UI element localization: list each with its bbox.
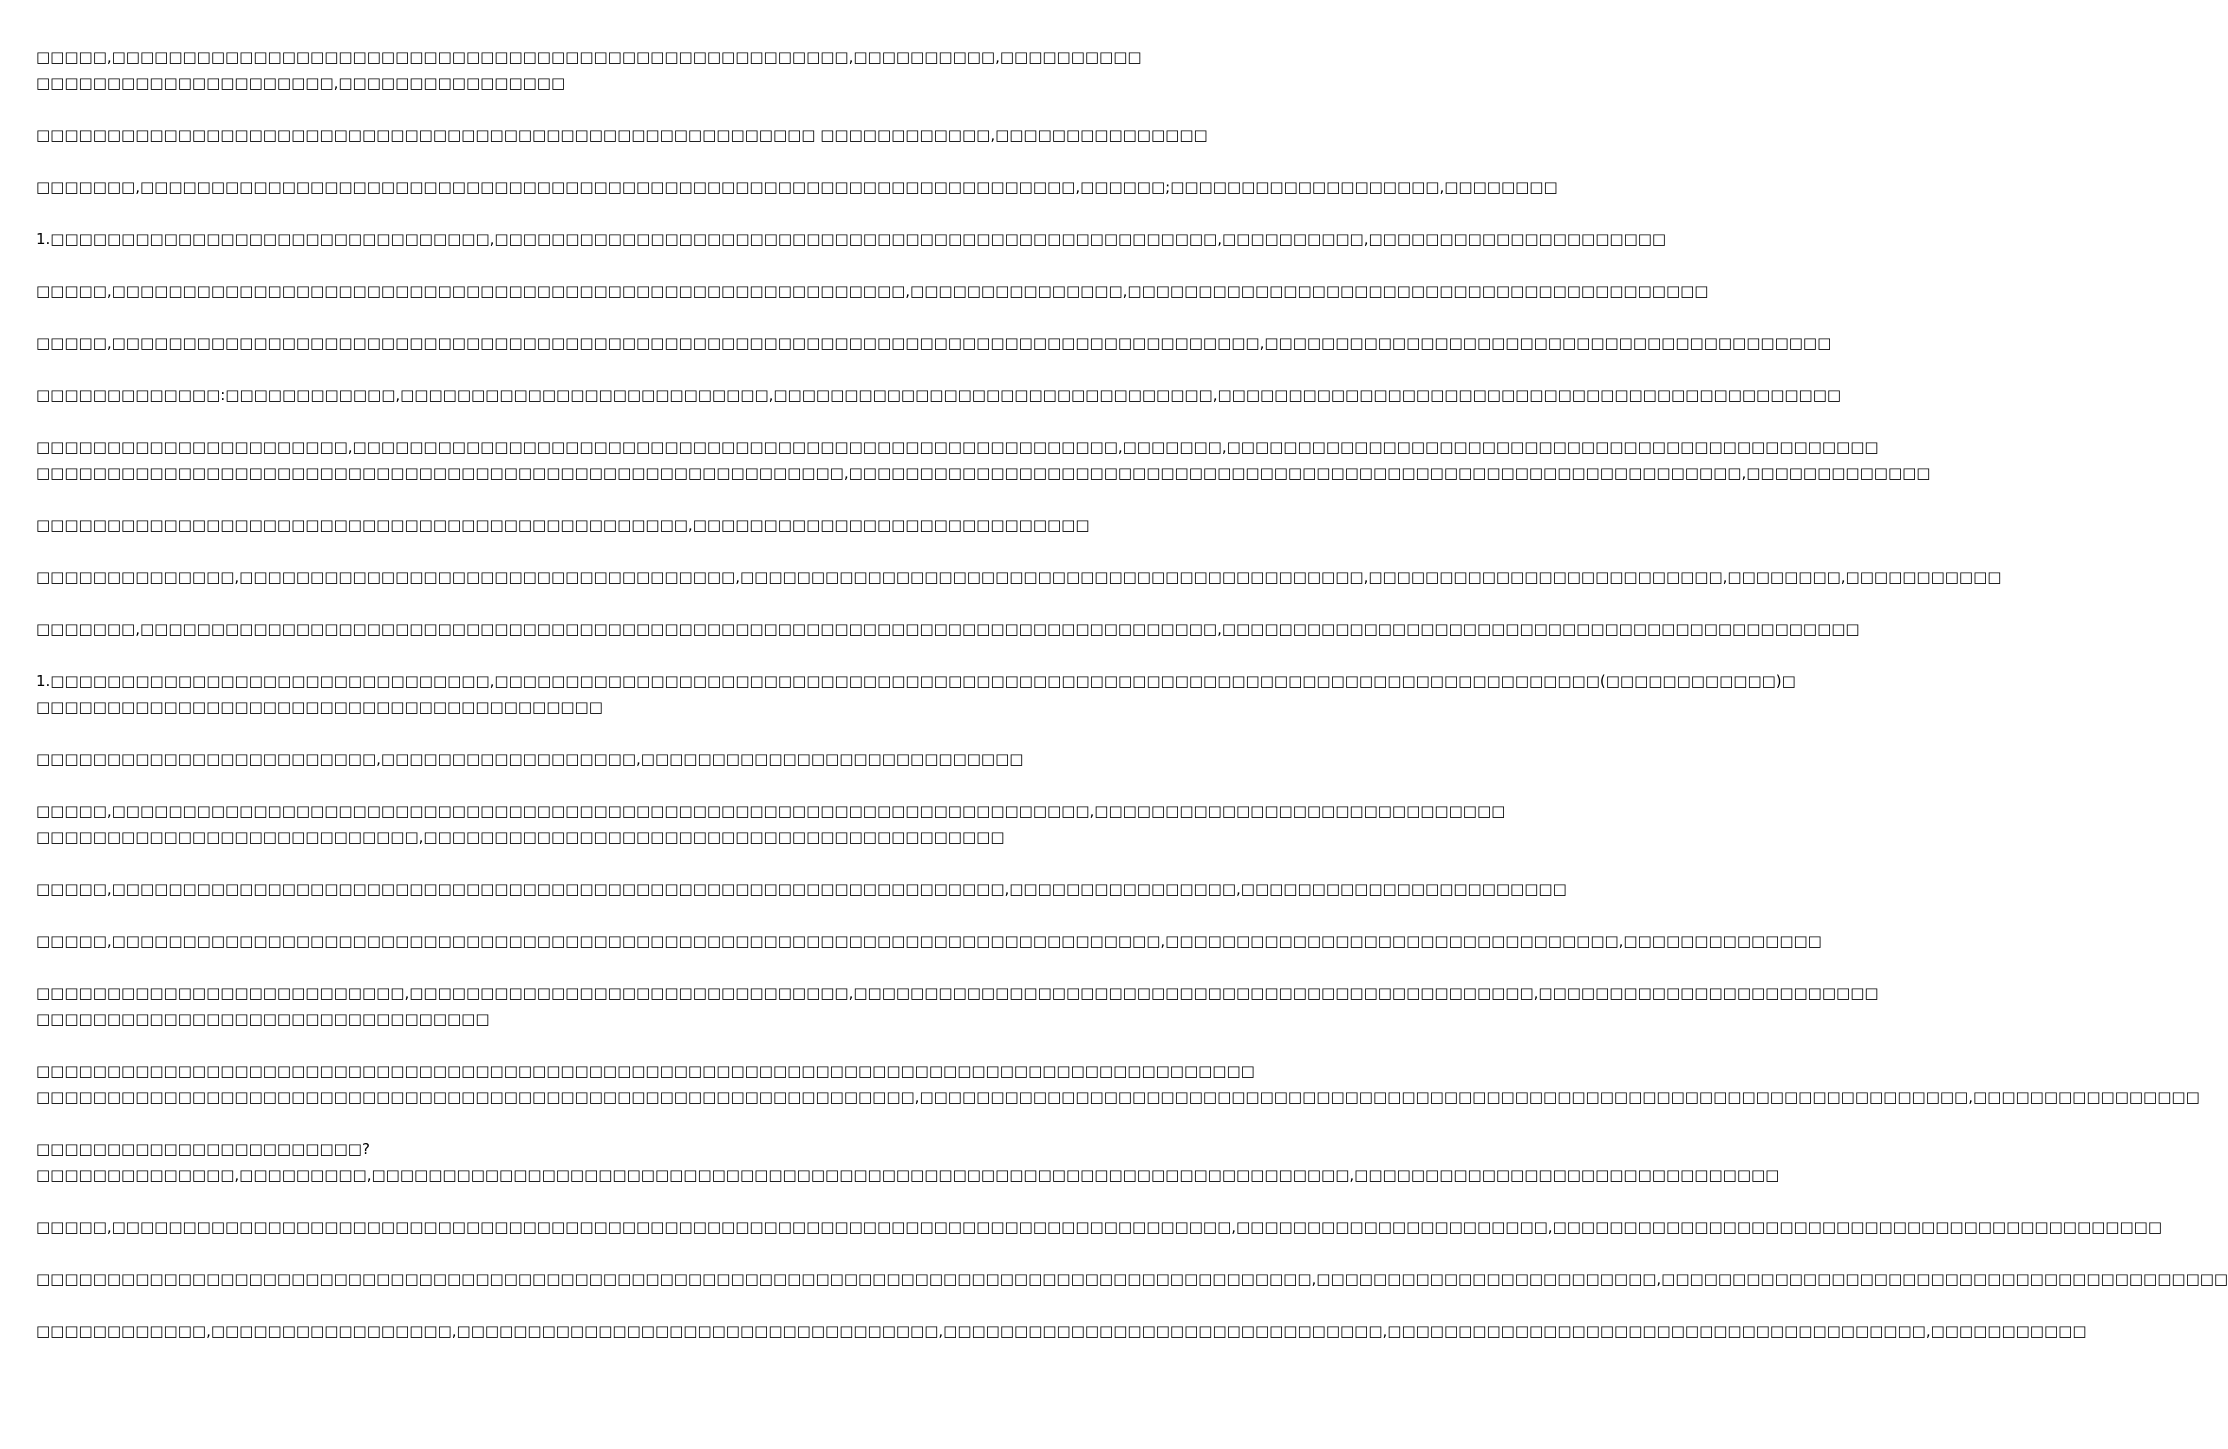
text-line: □□□□□,□□□□□□□□□□□□□□□□□□□□□□□□□□□□□□□□□□□□□□□□□□□□□□□□□□□□□□□□□□□□□□□,□□□□□□□□□□□□□□□□,□□□□□□□□□□□□□□□□□□□□□□□ [36, 880, 1567, 898]
paragraph [36, 980, 1879, 1032]
paragraph [36, 330, 1832, 356]
paragraph [36, 226, 1667, 252]
text-line: 1.□□□□□□□□□□□□□□□□□□□□□□□□□□□□□□□,□□□□□□□□□□□□□□□□□□□□□□□□□□□□□□□□□□□□□□□□□□□□□□□□□□□,□□□□□□□□□□,□□□□□□□□□□□□□□□□□□□□□ [36, 230, 1667, 248]
text-line: □□□□□□□□□□□□□□□□□□□□□□□□□□□□□□□□□□□□□□□□□□□□□□□□□□□□□□□□□□□□□□□□□□□□□□□□□□□□□□□□□□□□□□ [36, 1062, 1255, 1080]
text-line: □□□□□□□□□□□□□:□□□□□□□□□□□□,□□□□□□□□□□□□□□□□□□□□□□□□□□,□□□□□□□□□□□□□□□□□□□□□□□□□□□□□□□,□□□□□□□□□□□□□□□□□□□□□□□□□□□□□□□□□□□□□□□□□□□□ [36, 386, 1842, 404]
paragraph [36, 434, 1931, 486]
text-line: □□□□□□□□□□□□□□□□□□□□□□□□□□□□□□□□□□□□□□□□□□□□□□□□□□□□□□□□□□□□□□□□□□□□□□□□□□□□□□□□□□□□□□□□□□,□□□□□□□□□□□□□□□□□□□□□□□□,□□□□□□□□□□□□□□□□□□□□□□□□□□□□□□□□□□□□□□□□ [36, 1270, 2228, 1288]
document-body [36, 44, 2228, 1370]
text-line: □□□□□□□□□□□□□□□□□□□□□□□□□□□□□□□□ [36, 1010, 490, 1028]
paragraph [36, 1266, 2228, 1292]
paragraph [36, 122, 1208, 148]
paragraph [36, 1136, 1780, 1188]
paragraph [36, 564, 2002, 590]
paragraph [36, 1214, 2162, 1240]
paragraph [36, 798, 1506, 850]
text-line: □□□□□□□,□□□□□□□□□□□□□□□□□□□□□□□□□□□□□□□□□□□□□□□□□□□□□□□□□□□□□□□□□□□□□□□□□□,□□□□□□;□□□□□□□□□□□□□□□□□□□,□□□□□□□□ [36, 178, 1558, 196]
paragraph [36, 278, 1709, 304]
paragraph [36, 512, 1090, 538]
text-line: □□□□□□□□□□□□□□□□□□□□□□□□□□,□□□□□□□□□□□□□□□□□□□□□□□□□□□□□□□,□□□□□□□□□□□□□□□□□□□□□□□□□□□□□□□□□□□□□□□□□□□□□□□□,□□□□□□□□□□□□□□□□□□□□□□□□ [36, 984, 1879, 1002]
text-line: □□□□□,□□□□□□□□□□□□□□□□□□□□□□□□□□□□□□□□□□□□□□□□□□□□□□□□□□□□,□□□□□□□□□□,□□□□□□□□□□ [36, 48, 1142, 66]
text-line: □□□□□□□□□□□□□□□□□□□□□□□□□□□□□□□□□□□□□□□□□□□□□□□□□□□□□□□ □□□□□□□□□□□□,□□□□□□□□□□□□□□□ [36, 126, 1208, 144]
paragraph [36, 616, 1860, 642]
text-line: □□□□□□□□□□□□□□□□□□□□□□□□□□□□□□□□□□□□□□□□□□□□□□□□□□□□□□□□□,□□□□□□□□□□□□□□□□□□□□□□□□□□□□□□□□□□□□□□□□□□□□□□□□□□□□□□□□□□□□□□□,□□□□□□□□□□□□□ [36, 464, 1931, 482]
paragraph [36, 1058, 2200, 1110]
paragraph [36, 746, 1024, 772]
paragraph [36, 928, 1822, 954]
text-line: □□□□□,□□□□□□□□□□□□□□□□□□□□□□□□□□□□□□□□□□□□□□□□□□□□□□□□□□□□□□□□□□□□□□□□□□□□□□□□□□,□□□□□□□□□□□□□□□□□□□□□□□□□□□□□□□□,□□□□□□□□□□□□□□ [36, 932, 1822, 950]
text-line: □□□□□,□□□□□□□□□□□□□□□□□□□□□□□□□□□□□□□□□□□□□□□□□□□□□□□□□□□□□□□□□□□□□□□□□□□□□□□□□□□□□□□□□,□□□□□□□□□□□□□□□□□□□□□□□□□□□□□□□□□□□□□□□□ [36, 334, 1832, 352]
text-line: □□□□□,□□□□□□□□□□□□□□□□□□□□□□□□□□□□□□□□□□□□□□□□□□□□□□□□□□□□□□□□□□□□□□□□□□□□□,□□□□□□□□□□□□□□□□□□□□□□□□□□□□□ [36, 802, 1506, 820]
text-line: □□□□□□□□□□□□□□□□□□□□□□□□□□□□□□□□□□□□□□□□□□□□□□,□□□□□□□□□□□□□□□□□□□□□□□□□□□□ [36, 516, 1090, 534]
text-line: □□□□□,□□□□□□□□□□□□□□□□□□□□□□□□□□□□□□□□□□□□□□□□□□□□□□□□□□□□□□□□□□□□□□□□□□□□□□□□□□□□□□□,□□□□□□□□□□□□□□□□□□□□□□,□□□□□□□□□□□□□□□□□□□□□□□□□□□□□□□□□□□□□□□□□□□ [36, 1218, 2162, 1236]
paragraph [36, 668, 1796, 720]
text-line: 1.□□□□□□□□□□□□□□□□□□□□□□□□□□□□□□□,□□□□□□□□□□□□□□□□□□□□□□□□□□□□□□□□□□□□□□□□□□□□□□□□□□□□□□□□□□□□□□□□□□□□□□□□□□□□□□(□□□□□□□□□□□□)□ [36, 672, 1796, 690]
text-line: □□□□□□□□□□□□□□,□□□□□□□□□□□□□□□□□□□□□□□□□□□□□□□□□□□,□□□□□□□□□□□□□□□□□□□□□□□□□□□□□□□□□□□□□□□□□□□□,□□□□□□□□□□□□□□□□□□□□□□□□□,□□□□□□□□,□□□□□□□□□□□ [36, 568, 2002, 586]
text-line: □□□□□□□□□□□□□□□□□□□□□□□□□□□□□□□□□□□□□□□□ [36, 698, 603, 716]
text-line: □□□□□□□□□□□□□□□□□□□□□,□□□□□□□□□□□□□□□□ [36, 74, 566, 92]
text-line: □□□□□□□,□□□□□□□□□□□□□□□□□□□□□□□□□□□□□□□□□□□□□□□□□□□□□□□□□□□□□□□□□□□□□□□□□□□□□□□□□□□□,□□□□□□□□□□□□□□□□□□□□□□□□□□□□□□□□□□□□□□□□□□□□□ [36, 620, 1860, 638]
text-line: □□□□□□□□□□□□□□□□□□□□□□,□□□□□□□□□□□□□□□□□□□□□□□□□□□□□□□□□□□□□□□□□□□□□□□□□□□□□□,□□□□□□□,□□□□□□□□□□□□□□□□□□□□□□□□□□□□□□□□□□□□□□□□□□□□□□ [36, 438, 1879, 456]
text-line: □□□□□□□□□□□□□□□□□□□□□□□□,□□□□□□□□□□□□□□□□□□,□□□□□□□□□□□□□□□□□□□□□□□□□□□ [36, 750, 1024, 768]
text-line: □□□□□□□□□□□□□□□□□□□□□□□□□□□,□□□□□□□□□□□□□□□□□□□□□□□□□□□□□□□□□□□□□□□□□ [36, 828, 1005, 846]
text-line: □□□□□□□□□□□□,□□□□□□□□□□□□□□□□□,□□□□□□□□□□□□□□□□□□□□□□□□□□□□□□□□□□,□□□□□□□□□□□□□□□□□□□□□□□□□□□□□□□,□□□□□□□□□□□□□□□□□□□□□□□□□□□□□□□□□□□□□□,□□□□□□□□□□□ [36, 1322, 2087, 1340]
paragraph [36, 44, 1142, 96]
text-line: □□□□□□□□□□□□□□,□□□□□□□□□,□□□□□□□□□□□□□□□□□□□□□□□□□□□□□□□□□□□□□□□□□□□□□□□□□□□□□□□□□□□□□□□□□□□□□,□□□□□□□□□□□□□□□□□□□□□□□□□□□□□□ [36, 1166, 1780, 1184]
paragraph [36, 876, 1567, 902]
paragraph [36, 174, 1558, 200]
paragraph [36, 382, 1842, 408]
paragraph [36, 1318, 2087, 1344]
text-line: □□□□□□□□□□□□□□□□□□□□□□□□□□□□□□□□□□□□□□□□□□□□□□□□□□□□□□□□□□□□□□,□□□□□□□□□□□□□□□□□□□□□□□□□□□□□□□□□□□□□□□□□□□□□□□□□□□□□□□□□□□□□□□□□□□□□□□□□□,□□□□□□□□□□□□□□□□ [36, 1088, 2200, 1106]
text-line: □□□□□,□□□□□□□□□□□□□□□□□□□□□□□□□□□□□□□□□□□□□□□□□□□□□□□□□□□□□□□□,□□□□□□□□□□□□□□□,□□□□□□□□□□□□□□□□□□□□□□□□□□□□□□□□□□□□□□□□□ [36, 282, 1709, 300]
text-line: □□□□□□□□□□□□□□□□□□□□□□□? [36, 1140, 370, 1158]
